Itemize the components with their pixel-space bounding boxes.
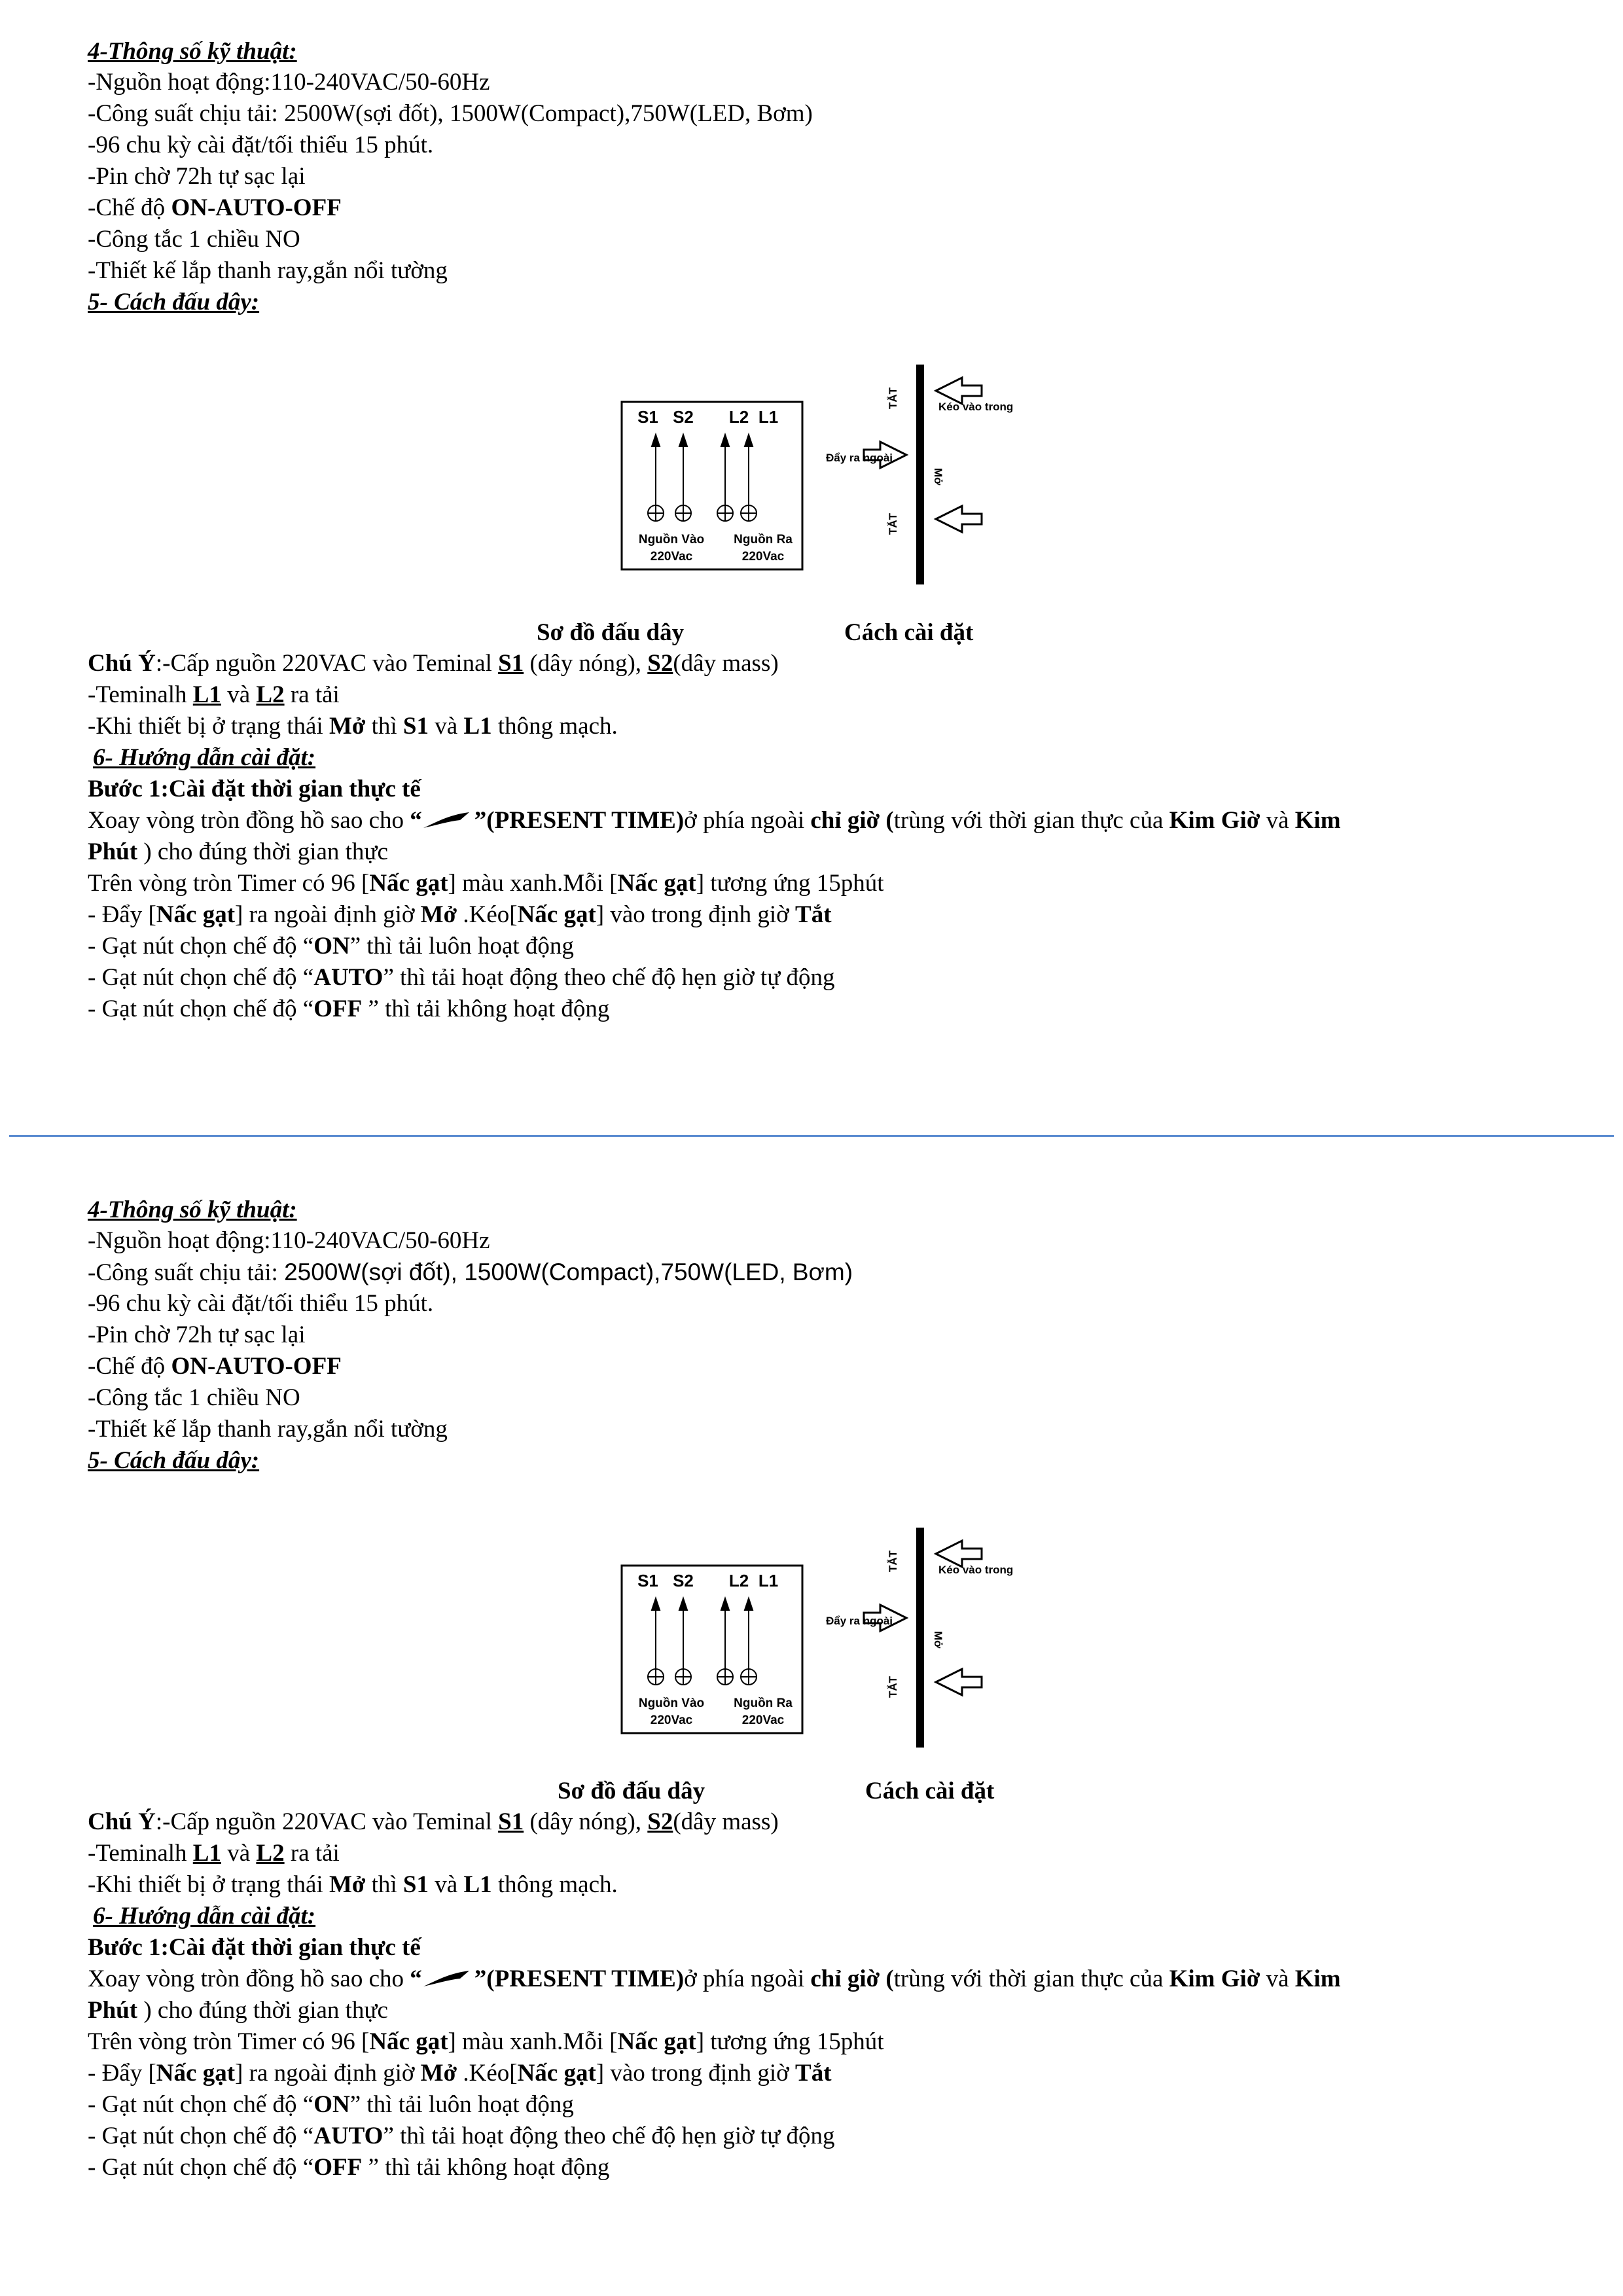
input-label: Nguồn Vào [638, 1696, 705, 1710]
setting-off-top: TẮT [887, 387, 899, 409]
mode-on-line: - Gạt nút chọn chế độ “ON” thì tải luôn hoạt động [88, 933, 574, 960]
setting-rail [916, 365, 924, 584]
spec-mode [88, 1354, 342, 1378]
phut-line: Phút ) cho đúng thời gian thực [88, 838, 388, 865]
spec-load-value: 2500W(sợi đốt), 1500W(Compact),750W(LED, Bơm) [284, 1259, 853, 1285]
spec-design: -Thiết kế lắp thanh ray,gắn nổi tường [88, 257, 448, 284]
spec-cycles: -96 chu kỳ cài đặt/tối thiểu 15 phút. [88, 132, 434, 158]
terminal-l1-label: L1 [758, 1571, 779, 1590]
caption-setting: Cách cài đặt [844, 619, 974, 646]
spec-cycles: -96 chu kỳ cài đặt/tối thiểu 15 phút. [88, 1290, 434, 1317]
note-label: Chú Ý [88, 650, 156, 677]
terminal-s2-label: S2 [673, 407, 694, 427]
spec-power: -Nguồn hoạt động:110-240VAC/50-60Hz [88, 69, 490, 96]
push-line: - Đẩy [Nấc gạt] ra ngoài định giờ Mở .Kéo[Nấc gạt] vào trong định giờ Tắt [88, 901, 832, 928]
caption-wiring: Sơ đồ đấu dây [537, 619, 685, 646]
setting-diagram [818, 363, 1034, 586]
timer-line: Trên vòng tròn Timer có 96 [Nấc gạt] màu xanh.Mỗi [Nấc gạt] tương ứng 15phút [88, 2028, 884, 2055]
spec-mode-prefix: -Chế độ [88, 194, 171, 221]
pull-in-arrow [936, 378, 982, 404]
spec-load [88, 101, 813, 126]
spec-mode [88, 196, 342, 220]
state-line: -Khi thiết bị ở trạng thái Mở thì S1 và L1 thông mạch. [88, 713, 618, 740]
spec-mode-value: ON-AUTO-OFF [171, 1353, 342, 1380]
teminal-line: -Teminalh L1 và L2 ra tải [88, 681, 340, 708]
spec-load-label: -Công suất chịu tải: [88, 100, 285, 127]
setting-off-top: TẮT [887, 1550, 899, 1572]
spec-load-label: -Công suất chịu tải: [88, 1259, 285, 1286]
spec-switch: -Công tắc 1 chiều NO [88, 1384, 300, 1411]
timer-line: Trên vòng tròn Timer có 96 [Nấc gạt] màu xanh.Mỗi [Nấc gạt] tương ứng 15phút [88, 870, 884, 897]
present-time-arrow-icon [422, 810, 474, 829]
terminal-l2-label: L2 [728, 407, 749, 427]
terminal-l1-label: L1 [758, 407, 779, 427]
teminal-l1: L1 [192, 681, 221, 708]
mode-off-line: - Gạt nút chọn chế độ “OFF ” thì tải không hoạt động [88, 2154, 610, 2181]
setting-pull-in: Kéo vào trong [938, 401, 1014, 413]
wiring-diagram [620, 401, 804, 597]
spec-section-2 [0, 1158, 1623, 2296]
setting-off-bottom: TẮT [887, 1676, 899, 1698]
teminal-line: -Teminalh L1 và L2 ra tải [88, 1840, 340, 1867]
spec-mode-prefix: -Chế độ [88, 1353, 171, 1380]
heading-wiring: 5- Cách đấu dây: [88, 1447, 260, 1474]
teminal-l2: L2 [256, 681, 285, 708]
caption-wiring: Sơ đồ đấu dây [558, 1778, 705, 1804]
mode-off-line: - Gạt nút chọn chế độ “OFF ” thì tải không hoạt động [88, 996, 610, 1022]
setting-off-bottom: TẮT [887, 512, 899, 535]
heading-specs: 4-Thông số kỹ thuật: [88, 38, 297, 65]
spec-mode-value: ON-AUTO-OFF [171, 194, 342, 221]
note-line: Chú Ý:-Cấp nguồn 220VAC vào Teminal S1 (dây nóng), S2(dây mass) [88, 1808, 779, 1835]
terminal-s1-label: S1 [637, 407, 658, 427]
present-time-arrow-icon [422, 1968, 474, 1988]
heading-guide: 6- Hướng dẫn cài đặt: [93, 744, 316, 771]
setting-pull-in: Kéo vào trong [938, 1564, 1014, 1576]
phut-line: Phút ) cho đúng thời gian thực [88, 1997, 388, 2024]
rotate-line: Xoay vòng tròn đồng hồ sao cho “ ”(PRESENT TIME)ở phía ngoài chỉ giờ (trùng với thời gian thực của Kim Giờ và Kim [88, 1965, 1341, 1992]
step1-title: Bước 1:Cài đặt thời gian thực tế [88, 1934, 421, 1961]
spec-design: -Thiết kế lắp thanh ray,gắn nổi tường [88, 1416, 448, 1443]
heading-specs: 4-Thông số kỹ thuật: [88, 1196, 297, 1223]
output-label: Nguồn Ra [734, 1696, 793, 1710]
input-label: Nguồn Vào [638, 533, 705, 547]
setting-push-out: Đẩy ra ngoài [826, 452, 893, 464]
spec-power: -Nguồn hoạt động:110-240VAC/50-60Hz [88, 1227, 490, 1254]
output-voltage: 220Vac [741, 1713, 785, 1727]
spec-load [88, 1260, 853, 1285]
setting-on: Mở [932, 468, 944, 486]
step1-title: Bước 1:Cài đặt thời gian thực tế [88, 776, 421, 802]
spec-section-1 [0, 0, 1623, 1132]
note-line: Chú Ý:-Cấp nguồn 220VAC vào Teminal S1 (dây nóng), S2(dây mass) [88, 650, 779, 677]
output-label: Nguồn Ra [734, 533, 793, 547]
output-voltage: 220Vac [741, 550, 785, 564]
state-line: -Khi thiết bị ở trạng thái Mở thì S1 và L1 thông mạch. [88, 1871, 618, 1898]
terminal-l2-label: L2 [728, 1571, 749, 1590]
mode-auto-line: - Gạt nút chọn chế độ “AUTO” thì tải hoạt động theo chế độ hẹn giờ tự động [88, 2123, 835, 2149]
rotate-line: Xoay vòng tròn đồng hồ sao cho “ ”(PRESENT TIME)ở phía ngoài chỉ giờ (trùng với thời gian thực của Kim Giờ và Kim [88, 807, 1341, 834]
terminal-s1-label: S1 [637, 1571, 658, 1590]
mode-auto-line: - Gạt nút chọn chế độ “AUTO” thì tải hoạt động theo chế độ hẹn giờ tự động [88, 964, 835, 991]
setting-diagram [818, 1526, 1034, 1749]
terminal-s2-label: S2 [673, 1571, 694, 1590]
note-s1: S1 [498, 650, 524, 677]
note-s2: S2 [647, 650, 673, 677]
spec-battery: -Pin chờ 72h tự sạc lại [88, 1321, 306, 1348]
wiring-diagram [620, 1564, 804, 1761]
spec-switch: -Công tắc 1 chiều NO [88, 226, 300, 253]
mode-on-line: - Gạt nút chọn chế độ “ON” thì tải luôn hoạt động [88, 2091, 574, 2118]
caption-setting: Cách cài đặt [865, 1778, 995, 1804]
page-divider [9, 1135, 1614, 1137]
setting-on: Mở [932, 1631, 944, 1649]
input-voltage: 220Vac [650, 550, 693, 564]
pull-in-arrow-lower [936, 506, 982, 532]
push-line: - Đẩy [Nấc gạt] ra ngoài định giờ Mở .Kéo[Nấc gạt] vào trong định giờ Tắt [88, 2060, 832, 2087]
heading-guide: 6- Hướng dẫn cài đặt: [93, 1903, 316, 1929]
spec-load-value: 2500W(sợi đốt), 1500W(Compact),750W(LED, Bơm) [284, 100, 813, 127]
setting-push-out: Đẩy ra ngoài [826, 1615, 893, 1627]
spec-battery: -Pin chờ 72h tự sạc lại [88, 163, 306, 190]
input-voltage: 220Vac [650, 1713, 693, 1727]
heading-wiring: 5- Cách đấu dây: [88, 289, 260, 315]
